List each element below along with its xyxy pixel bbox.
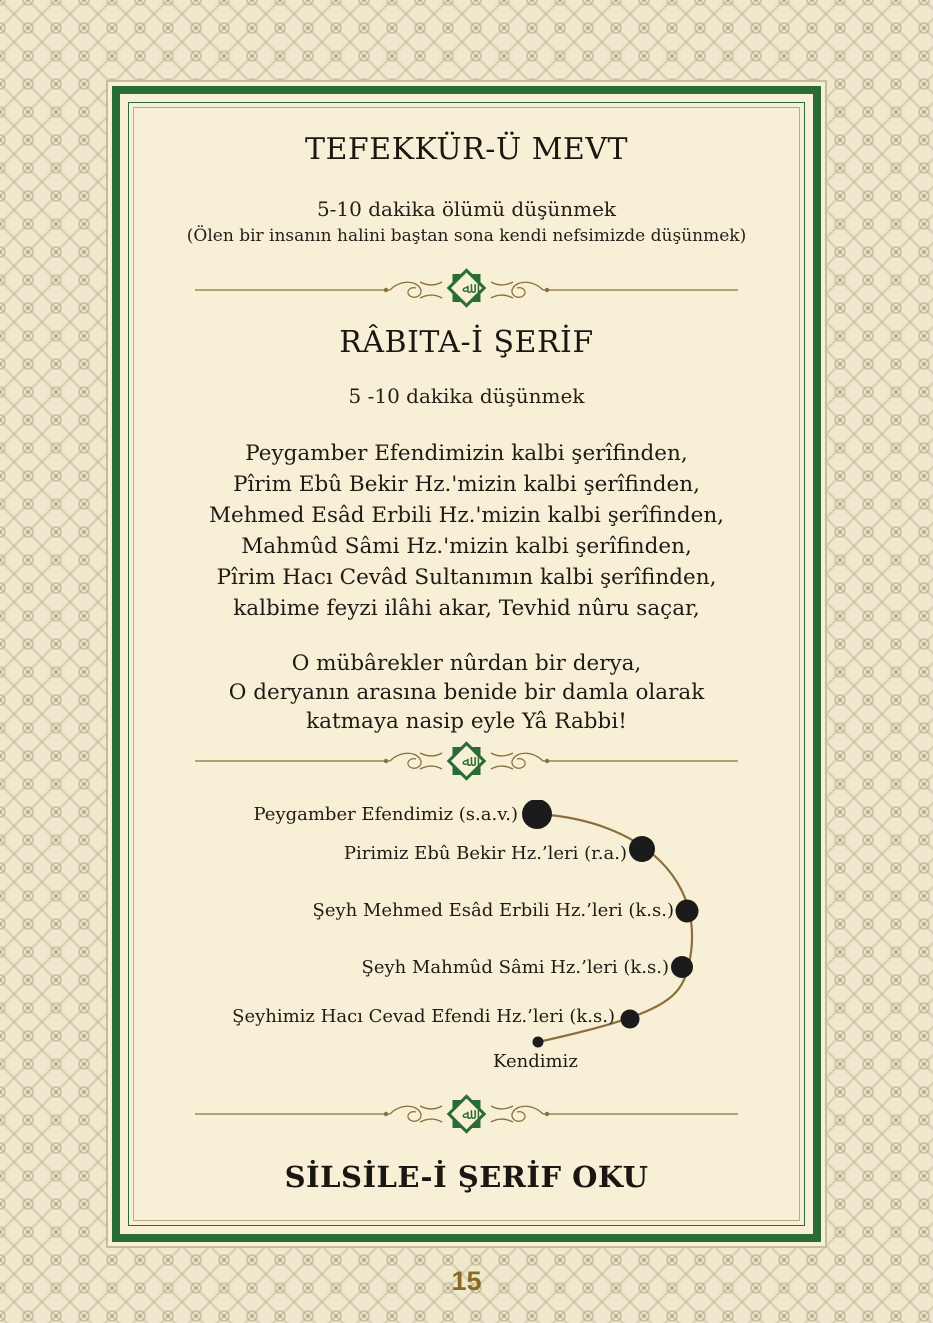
ornament-divider [195, 268, 738, 308]
stanza-line: Mahmûd Sâmi Hz.'mizin kalbi şerîfinden, [241, 534, 692, 559]
stanza-line: Mehmed Esâd Erbili Hz.'mizin kalbi şerîfinden, [208, 503, 725, 528]
stanza-line: Pîrim Ebû Bekir Hz.'mizin kalbi şerîfinden, [233, 472, 700, 497]
ornament-divider [195, 1094, 738, 1134]
stanza-line: O deryanın arasına benide bir damla olarak [228, 680, 705, 705]
chain-dot-1 [522, 800, 552, 829]
stanza-line: Pîrim Hacı Cevâd Sultanımın kalbi şerîfinden, [216, 565, 717, 590]
stanza-line: katmaya nasip eyle Yâ Rabbi! [306, 709, 627, 734]
chain-label-4: Şeyh Mahmûd Sâmi Hz.’leri (k.s.) [361, 957, 669, 978]
chain-dot-2 [629, 836, 655, 862]
tefekkur-title: TEFEKKÜR-Ü MEVT [305, 132, 628, 167]
rabita-title: RÂBITA-İ ŞERİF [339, 325, 594, 360]
ornament-divider [195, 741, 738, 781]
rabita-duration: 5 -10 dakika düşünmek [348, 384, 585, 408]
tefekkur-note: (Ölen bir insanın halini baştan sona kendi nefsimizde düşünmek) [186, 226, 747, 246]
chain-label-3: Şeyh Mehmed Esâd Erbili Hz.’leri (k.s.) [312, 900, 674, 921]
chain-dot-3 [676, 900, 699, 923]
rabita-stanza-1 [112, 438, 821, 624]
ornament-glyph: ﷲ [462, 1105, 471, 1123]
chain-dot-4 [671, 956, 693, 978]
tefekkur-duration: 5-10 dakika ölümü düşünmek [316, 197, 617, 221]
chain-label-5: Şeyhimiz Hacı Cevad Efendi Hz.’leri (k.s.) [232, 1006, 615, 1027]
page-number: 15 [451, 1266, 482, 1296]
stanza-line: Peygamber Efendimizin kalbi şerîfinden, [245, 441, 688, 466]
chain-dot-5 [621, 1010, 640, 1029]
ornament-glyph: ﷲ [462, 752, 471, 770]
stanza-line: O mübârekler nûrdan bir derya, [291, 651, 642, 676]
ornament-glyph: ﷲ [462, 279, 471, 297]
chain-label-1: Peygamber Efendimiz (s.a.v.) [253, 804, 518, 825]
silsile-title: SİLSİLE-İ ŞERİF OKU [284, 1160, 649, 1194]
rabita-stanza-2 [112, 649, 821, 736]
chain-dot-6 [533, 1037, 544, 1048]
stanza-line: kalbime feyzi ilâhi akar, Tevhid nûru saçar, [233, 596, 700, 621]
chain-label-2: Pirimiz Ebû Bekir Hz.’leri (r.a.) [343, 843, 627, 864]
chain-label-6: Kendimiz [493, 1051, 578, 1072]
